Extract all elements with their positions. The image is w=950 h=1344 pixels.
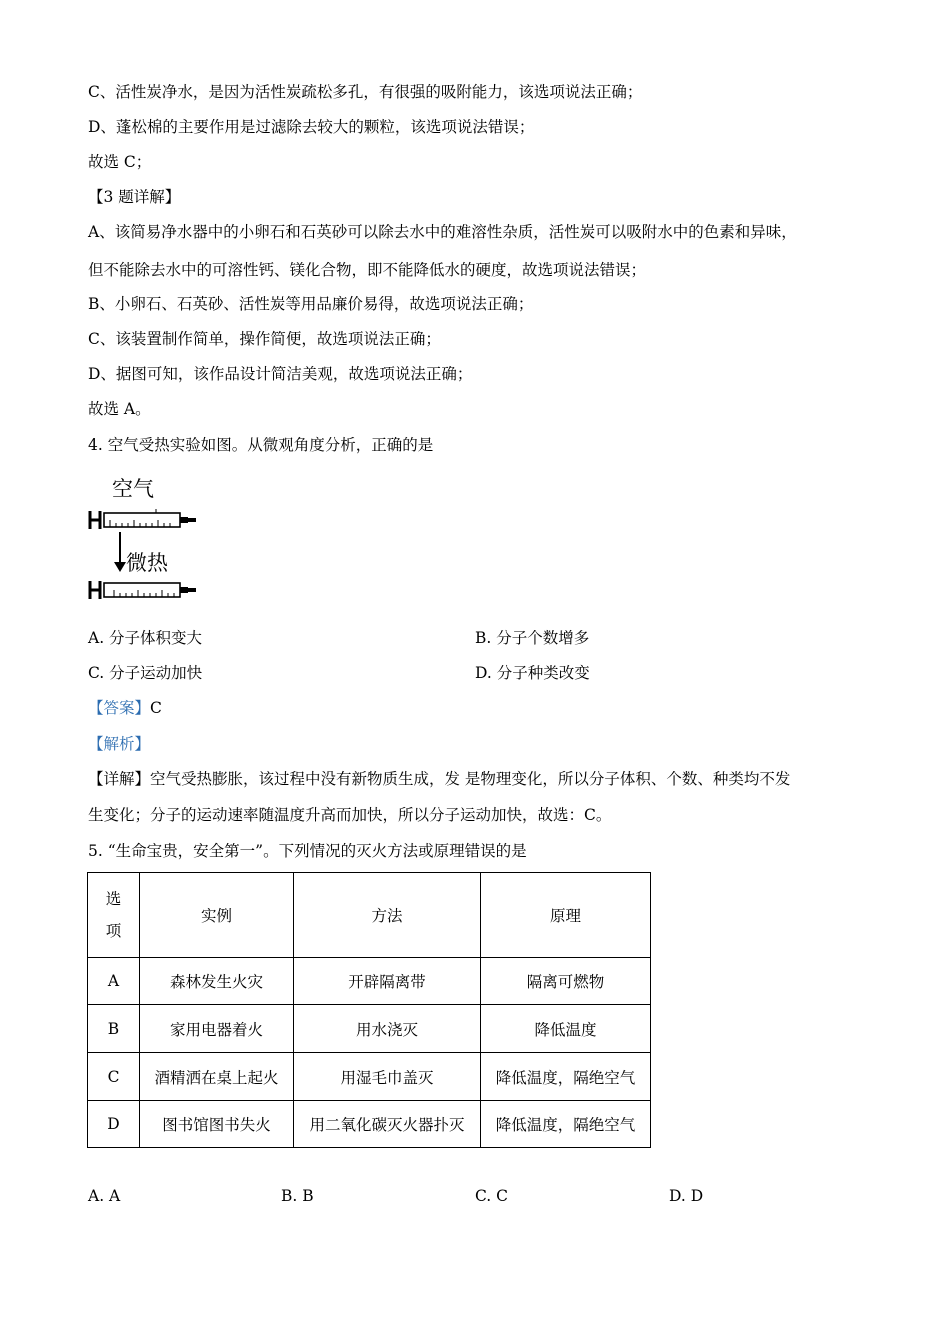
option-d: D. D bbox=[669, 1187, 704, 1205]
answer-line bbox=[88, 698, 162, 718]
section-heading: 【3 题详解】 bbox=[88, 188, 181, 206]
option-c: C. C bbox=[475, 1187, 509, 1205]
cell-principle: 隔离可燃物 bbox=[481, 958, 651, 1005]
syringe-top bbox=[90, 509, 196, 529]
cell-principle: 降低温度 bbox=[481, 1005, 651, 1053]
header-option-line: 项 bbox=[105, 922, 122, 940]
text-line: D、据图可知，该作品设计简洁美观，故选项说法正确； bbox=[88, 365, 473, 383]
option-d: D. 分子种类改变 bbox=[475, 664, 590, 682]
answer-tag: 【答案】 bbox=[88, 699, 151, 717]
cell-example: 森林发生火灾 bbox=[140, 958, 294, 1005]
option-a: A. 分子体积变大 bbox=[88, 629, 203, 647]
question-stem: 5. “生命宝贵，安全第一”。下列情况的灭火方法或原理错误的是 bbox=[88, 842, 527, 860]
cell-principle: 降低温度，隔绝空气 bbox=[481, 1101, 651, 1148]
question-stem: 4. 空气受热实验如图。从微观角度分析，正确的是 bbox=[88, 436, 434, 454]
table-row bbox=[88, 1101, 651, 1148]
option-a: A. A bbox=[88, 1187, 121, 1205]
text-line: B、小卵石、石英砂、活性炭等用品廉价易得，故选项说法正确； bbox=[88, 295, 534, 313]
option-c: C. 分子运动加快 bbox=[88, 664, 203, 682]
table-row bbox=[88, 1005, 651, 1053]
header-example: 实例 bbox=[140, 873, 294, 958]
detail-line: 生变化；分子的运动速率随温度升高而加快，所以分子运动加快，故选：C。 bbox=[88, 806, 612, 824]
cell-principle: 降低温度，隔绝空气 bbox=[481, 1053, 651, 1101]
text-line: 但不能除去水中的可溶性钙、镁化合物，即不能降低水的硬度，故选项说法错误； bbox=[88, 261, 647, 279]
text-line: 故选 A。 bbox=[88, 400, 151, 418]
arrow-down-icon bbox=[114, 532, 126, 572]
fire-table bbox=[87, 872, 651, 1148]
header-method: 方法 bbox=[294, 873, 481, 958]
text-line: 故选 C； bbox=[88, 153, 152, 171]
option-b: B. B bbox=[281, 1187, 314, 1205]
text-line: C、该装置制作简单，操作简便，故选项说法正确； bbox=[88, 330, 441, 348]
table-row bbox=[88, 958, 651, 1005]
table-row bbox=[88, 1053, 651, 1101]
header-option-line: 选 bbox=[105, 890, 122, 908]
answer-value: C bbox=[150, 699, 162, 717]
cell-example: 家用电器着火 bbox=[140, 1005, 294, 1053]
cell-example: 图书馆图书失火 bbox=[140, 1101, 294, 1148]
analysis-tag: 【解析】 bbox=[88, 735, 151, 753]
text-line: A、该简易净水器中的小卵石和石英砂可以除去水中的难溶性杂质，活性炭可以吸附水中的色素和异味， bbox=[88, 223, 797, 241]
syringe-diagram bbox=[86, 474, 206, 606]
cell-method: 用二氧化碳灭火器扑灭 bbox=[294, 1101, 481, 1148]
syringe-bottom bbox=[90, 581, 196, 599]
cell-method: 用水浇灭 bbox=[294, 1005, 481, 1053]
table-header-row bbox=[88, 873, 651, 958]
detail-line: 【详解】空气受热膨胀，该过程中没有新物质生成，发 是物理变化，所以分子体积、个数、种类均不发 bbox=[88, 770, 791, 788]
label-air: 空气 bbox=[112, 477, 154, 501]
cell-option: A bbox=[88, 958, 140, 1005]
cell-method: 用湿毛巾盖灭 bbox=[294, 1053, 481, 1101]
header-option bbox=[88, 873, 140, 958]
cell-example: 酒精洒在桌上起火 bbox=[140, 1053, 294, 1101]
label-heat: 微热 bbox=[126, 551, 168, 575]
cell-method: 开辟隔离带 bbox=[294, 958, 481, 1005]
header-principle: 原理 bbox=[481, 873, 651, 958]
cell-option: C bbox=[88, 1053, 140, 1101]
syringe-figure bbox=[86, 474, 206, 606]
cell-option: B bbox=[88, 1005, 140, 1053]
cell-option: D bbox=[88, 1101, 140, 1148]
option-b: B. 分子个数增多 bbox=[475, 629, 590, 647]
text-line: D、蓬松棉的主要作用是过滤除去较大的颗粒，该选项说法错误； bbox=[88, 118, 535, 136]
text-line: C、活性炭净水，是因为活性炭疏松多孔，有很强的吸附能力，该选项说法正确； bbox=[88, 83, 643, 101]
